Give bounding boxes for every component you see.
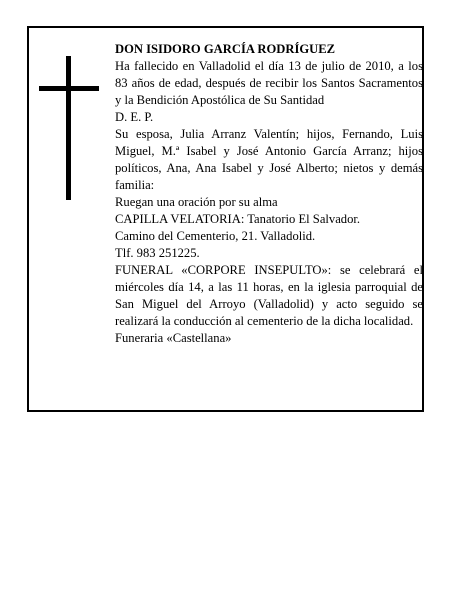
cross-vertical-bar [66,56,71,200]
prayer-request: Ruegan una oración por su alma [115,195,278,209]
death-announcement: Ha fallecido en Valladolid el día 13 de julio de 2010, a los 83 años de edad, después de recibir los Santos Sacramentos y la Bendición Apostólica de Su Santidad [115,59,423,107]
notice-text [115,41,423,347]
chapel-info: CAPILLA VELATORIA: Tanatorio El Salvador. [115,212,361,226]
chapel-address: Camino del Cementerio, 21. Valladolid. [115,229,316,243]
dep-text: D. E. P. [115,110,154,124]
obituary-notice [27,26,424,412]
funeral-info: FUNERAL «CORPORE INSEPULTO»: se celebrará el miércoles día 14, a las 11 horas, en la iglesia parroquial de San Miguel del Arroyo (Valladolid) y acto seguido se realizará la conducción al cementerio de la dicha localidad. [115,263,423,328]
cross-icon [39,56,99,200]
funeral-home: Funeraria «Castellana» [115,331,232,345]
deceased-name: DON ISIDORO GARCÍA RODRÍGUEZ [115,42,336,56]
phone-number: Tlf. 983 251225. [115,246,200,260]
family-list: Su esposa, Julia Arranz Valentín; hijos, Fernando, Luis Miguel, M.ª Isabel y José Antonio García Arranz; hijos políticos, Ana, Ana Isabel y José Alberto; nietos y demás familia: [115,127,423,192]
cross-horizontal-bar [39,86,99,91]
